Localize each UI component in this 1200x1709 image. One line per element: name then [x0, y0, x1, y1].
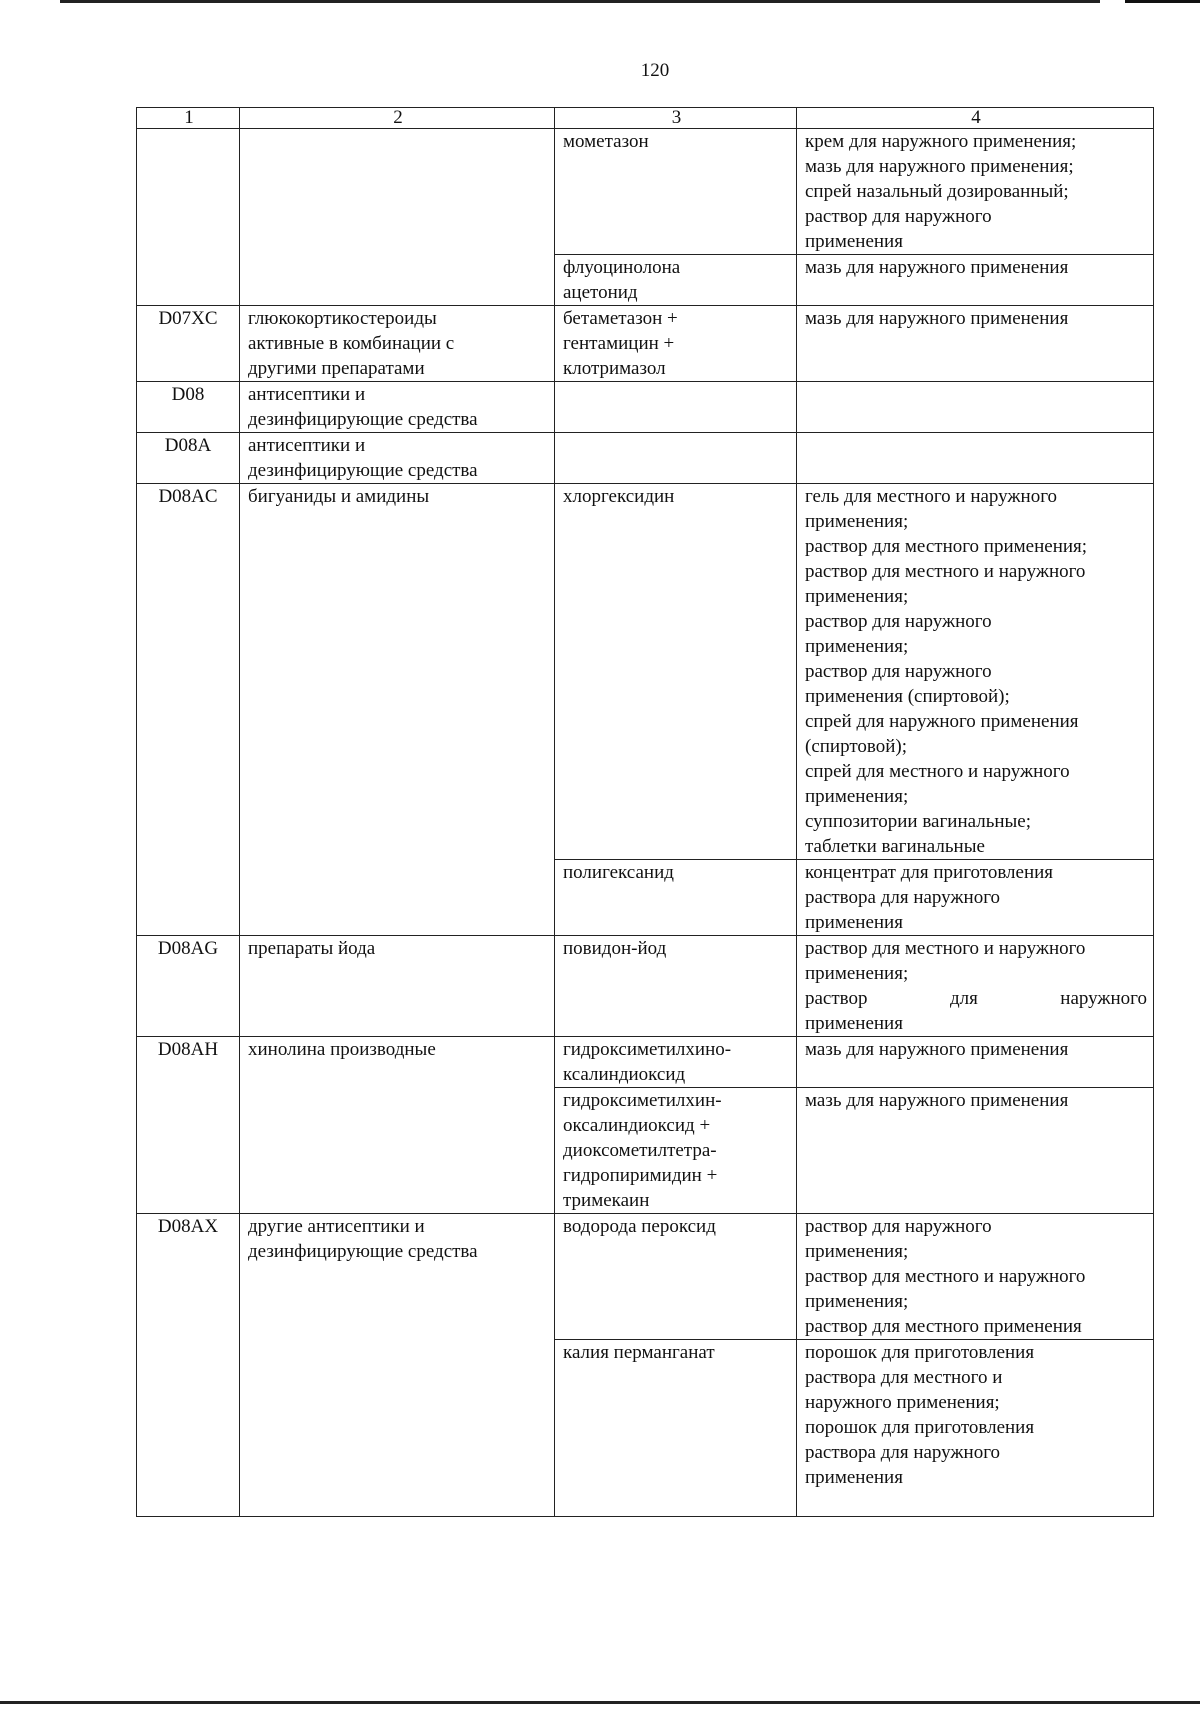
column-header: 1 — [137, 108, 240, 129]
forms-cell: мазь для наружного применения — [797, 306, 1154, 382]
group-cell: хинолина производные — [240, 1037, 555, 1214]
drug-cell: водорода пероксид — [555, 1214, 797, 1340]
scan-edge-bottom — [0, 1701, 1200, 1704]
group-cell: бигуаниды и амидины — [240, 484, 555, 936]
forms-cell: мазь для наружного применения — [797, 1037, 1154, 1088]
drug-cell: повидон-йод — [555, 936, 797, 1037]
forms-cell: крем для наружного применения; мазь для наружного применения; спрей назальный дозированный; раствор для наружного применения — [797, 129, 1154, 255]
atc-code-cell: D08AX — [137, 1214, 240, 1517]
column-header: 3 — [555, 108, 797, 129]
group-cell: антисептики и дезинфицирующие средства — [240, 382, 555, 433]
drug-cell: флуоцинолона ацетонид — [555, 255, 797, 306]
drug-cell: гидроксиметилхино- ксалиндиоксид — [555, 1037, 797, 1088]
table-row — [137, 306, 1154, 382]
table-row — [137, 382, 1154, 433]
atc-code-cell: D08AG — [137, 936, 240, 1037]
atc-code-cell: D08A — [137, 433, 240, 484]
group-cell: глюкокортикостероиды активные в комбинации с другими препаратами — [240, 306, 555, 382]
scan-edge-top — [0, 0, 1200, 3]
drug-cell: хлоргексидин — [555, 484, 797, 860]
drug-cell: бетаметазон + гентамицин + клотримазол — [555, 306, 797, 382]
page-number: 120 — [640, 60, 670, 81]
forms-cell: мазь для наружного применения — [797, 255, 1154, 306]
group-cell: препараты йода — [240, 936, 555, 1037]
column-header: 4 — [797, 108, 1154, 129]
drug-cell: полигексанид — [555, 860, 797, 936]
group-cell: антисептики и дезинфицирующие средства — [240, 433, 555, 484]
forms-cell: мазь для наружного применения — [797, 1088, 1154, 1214]
atc-code-cell: D08AC — [137, 484, 240, 936]
drug-cell: мометазон — [555, 129, 797, 255]
table-header-row — [137, 108, 1154, 129]
forms-cell: гель для местного и наружного применения; раствор для местного применения; раствор для местного и наружного применения; раствор для наружного применения; раствор для наружного применения (спиртовой); спрей для наружного применения (спиртовой); спрей для местного и наружного применения; суппозитории вагинальные; таблетки вагинальные — [797, 484, 1154, 860]
table-row — [137, 936, 1154, 1037]
atc-code-cell: D08AH — [137, 1037, 240, 1214]
forms-cell — [797, 382, 1154, 433]
drug-cell — [555, 433, 797, 484]
table-row — [137, 1214, 1154, 1340]
group-cell: другие антисептики и дезинфицирующие средства — [240, 1214, 555, 1517]
table-row — [137, 1037, 1154, 1088]
drug-cell — [555, 382, 797, 433]
atc-code-cell: D08 — [137, 382, 240, 433]
forms-cell — [797, 433, 1154, 484]
table-row — [137, 433, 1154, 484]
column-header: 2 — [240, 108, 555, 129]
medicines-table — [136, 107, 1154, 1517]
drug-cell: гидроксиметилхин- оксалиндиоксид + диоксометилтетра- гидропиримидин + тримекаин — [555, 1088, 797, 1214]
forms-cell: порошок для приготовления раствора для местного и наружного применения; порошок для приготовления раствора для наружного применения — [797, 1340, 1154, 1517]
forms-cell: раствор для местного и наружного применения; раствор для наружного применения — [797, 936, 1154, 1037]
group-cell — [240, 129, 555, 306]
table-row — [137, 129, 1154, 255]
atc-code-cell: D07XC — [137, 306, 240, 382]
forms-cell: концентрат для приготовления раствора для наружного применения — [797, 860, 1154, 936]
atc-code-cell — [137, 129, 240, 306]
drug-cell: калия перманганат — [555, 1340, 797, 1517]
table-row — [137, 484, 1154, 860]
forms-cell: раствор для наружного применения; раствор для местного и наружного применения; раствор для местного применения — [797, 1214, 1154, 1340]
